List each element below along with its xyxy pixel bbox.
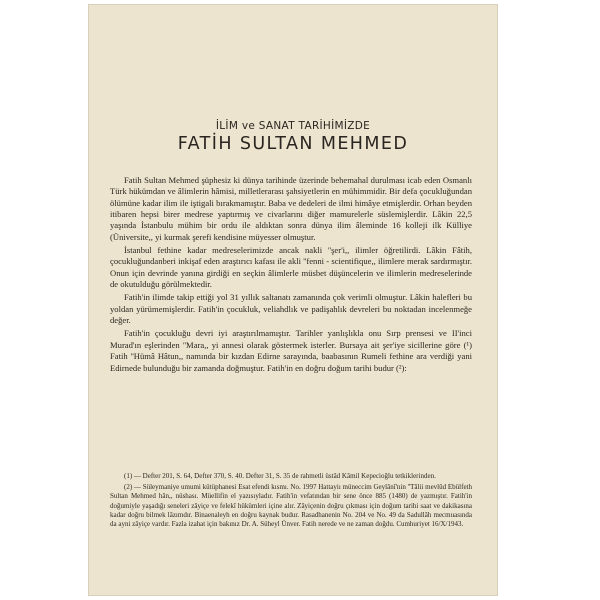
document-page xyxy=(88,4,498,596)
body-paragraph: Fatih'in ilimde takip ettiği yol 31 yıllık saltanatı zamanında çok verimli olmuştur. Lâkin halefleri bu yoldan yürümemişlerdir. Fatih'in çocukluk, veliahdlık ve padişahlık devreleri bu noktadan incelenmeğe değer. xyxy=(110,292,472,326)
body-paragraph: Fatih Sultan Mehmed şüphesiz ki dünya tarihinde üzerinde behemahal durulması icab eden Osmanlı Türk hükümdan ve âlimlerin hâmisi, milletlerarası şahsiyetlerin en mühimmidir. Bir defa çocukluğundan ölümüne kadar ilim ile iştigali bırakmamıştır. Baba ve dedeleri de ilmi himâye etmişlerdir. Orhan beyden itibaren hepsi birer medrese yaptırmış ve civarlarını diğer mamurelerle süslemişlerdir. Lâkin 22,5 yaşında İstanbulu mühim bir ordu ile aldıktan sonra dünya ilim âleminde 16 kolleji ilk Külliye (Üniversite,, yi kurmak şerefi kendisine müyesser olmuştur. xyxy=(110,175,472,242)
body-paragraph: İstanbul fethine kadar medreselerimizde ancak nakli ''şer'i,, ilimler öğretilirdi. Lâkin Fâtih, çocukluğundanberi inkişaf eden araştırıcı kafası ile akli ''fenni - scientifique,, ilimlere merak sardırmıştır. Onun için devrinde yanına girdiği en seçkin âlimlerle müsbet düşüncelerin ve ilimlerin medreselerinde de okutulduğu görülmektedir. xyxy=(110,245,472,290)
footnote: (2) — Süleymaniye umumi kütüphanesi Esat efendi kısmı. No. 1997 Hattayiı müneccim Geylânî'nin ''Tâlii mevlûd Ebülfeth Sultan Mehmed hân,, nüshası. Müellifin el yazısıyladır. Fatih'in vefatından bir sene önce 885 (1480) de yazmıştır. Fatih'in doğumiyle yaşadığı seneleri zâyiçe ve felekî hükümleri içine alır. Zâyiçenin doğru çıkması için doğum tarihi saat ve dakikasına kadar doğru bilmek lâzımdır. Binaenaleyh en doğru kaynak budur. Rasadhanenin No. 204 ve No. 49 da Sadullâh mecmuasında da ayni zâyiçe vardır. Fazla izahat için bakınız Dr. A. Süheyl Ünver. Fatih nerede ve ne zaman doğdu. Cumhuriyet 16/X/1943. xyxy=(110,483,472,529)
footnote: (1) — Defter 201, S. 64, Defter 370, S. 40. Defter 31, S. 35 de rahmetli üstâd Kâmil Kepecioğlu tetkiklerinden. xyxy=(124,472,436,480)
article-body xyxy=(110,175,472,374)
article-title: FATİH SULTAN MEHMED xyxy=(177,134,409,154)
article-kicker: İLİM ve SANAT TARİHİMİZDE xyxy=(215,120,371,132)
body-paragraph: Fatih'in çocukluğu devri iyi araştırılmamıştır. Tarihler yanlışlıkla onu Sırp prensesi ve II'inci Murad'ın eşlerinden ''Mara,, yi annesi olarak göstermek isterler. Bursaya ait şer'iye sicillerine göre (¹) Fatih ''Hümâ Hâtun,, namında bir kızdan Edirne sarayında, baabasının Rumeli fethine ara verdiği yani Edirnede bulunduğu bir zamanda doğmuştur. Fatih'in en doğru doğum tarihi budur (²): xyxy=(110,328,472,373)
footnotes xyxy=(110,472,472,531)
